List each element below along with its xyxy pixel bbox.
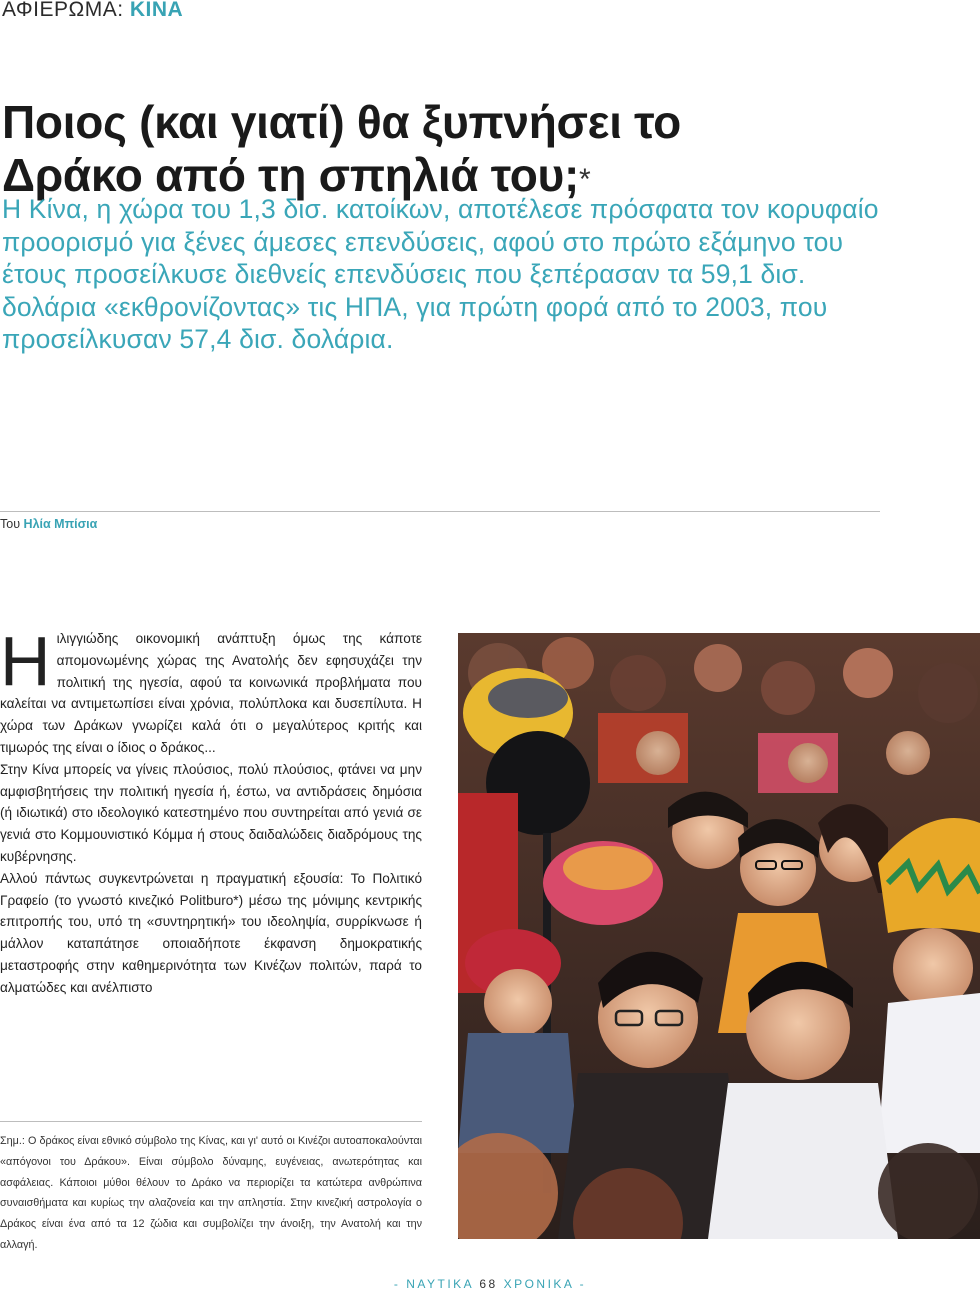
byline-author: Ηλία Μπίσια [23, 517, 98, 531]
section-main: ΑΦΙΕΡΩΜΑ: [2, 0, 124, 21]
body-paragraph-3: Αλλού πάντως συγκεντρώνεται η πραγματική εξουσία: Το Πολιτικό Γραφείο (το γνωστό κινεζικό Politburo*) μέσω της μόνιμης κεντρικής επιτροπής του, υπό τη «συντηρητική» του ιδεοληψία, συρρίκνωσε ή μάλλον καταπάτησε οποιαδήποτε έκφανση δημοκρατικής μεταστροφής στην καθημερινότητα των Κινέζων πολιτών, παρά το αλματώδες και ανέλπιστο [0, 870, 422, 995]
footnote: Σημ.: Ο δράκος είναι εθνικό σύμβολο της Κίνας, και γι' αυτό οι Κινέζοι αυτοαποκαλούνται «απόγονοι του Δράκου». Είναι σύμβολο δύναμης, ευγένειας, ανωτερότητας και ασφάλειας. Κάποιοι μύθοι θέλουν το Δράκο να περιορίζει τα κατώτερα ανθρώπινα συναισθήματα και κυρίως την αλαζονεία και την απληστία. Στην κινεζική αστρολογία ο Δράκος είναι ένα από τα 12 ζώδια και συμβολίζει την άνοιξη, την Ανατολή και την αλλαγή. [0, 1135, 422, 1251]
folio-right: ΧΡΟΝΙΚΑ - [503, 1277, 587, 1291]
byline [0, 517, 97, 531]
headline-line2: Δράκο από τη σπηλιά του; [2, 149, 580, 201]
section-label [2, 0, 183, 22]
byline-prefix: Του [0, 517, 21, 531]
body-paragraph-2: Στην Κίνα μπορείς να γίνεις πλούσιος, πολύ πλούσιος, φτάνει να μην αμφισβητήσεις την πολιτική ηγεσία ή, έστω, να αντιδράσεις δημόσια (ή ιδιωτικά) στο ιδεολογικό κατεστημένο που συντηρείται από γενιά σε γενιά στο Κομμουνιστικό Κόμμα ή στους δαιδαλώδεις διαδρόμους της κυβέρνησης. [0, 761, 422, 864]
body-paragraph-1: ιλιγγιώδης οικονομική ανάπτυξη όμως της κάποτε απομονωμένης χώρας της Ανατολής δεν εφησυχάζει την πολιτική της ηγεσία, αφού τα κοινωνικά προβλήματα που καλείται να αντιμετωπίσει είναι χρόνια, πολύπλοκα και δυσεπίλυτα. Η χώρα των Δράκων γνωρίζει καλά ότι ο μεγαλύτερος κριτής και τιμωρός της είναι ο ίδιος ο δράκος... [0, 631, 422, 755]
footnote-divider [0, 1121, 422, 1122]
divider [0, 511, 880, 512]
headline-line1: Ποιος (και γιατί) θα ξυπνήσει το [2, 96, 681, 148]
section-sub: ΚΙΝΑ [129, 0, 184, 21]
crowd-photo [458, 633, 980, 1239]
page-footer [0, 1277, 980, 1291]
headline-asterisk: * [579, 163, 591, 196]
folio-left: - ΝΑΥΤΙΚΑ [393, 1277, 474, 1291]
drop-cap: Η [0, 622, 51, 700]
crowd-photo-illustration [458, 633, 980, 1239]
headline [2, 96, 902, 202]
page-number: 68 [479, 1277, 498, 1291]
article-body [0, 622, 422, 999]
lead-paragraph: Η Κίνα, η χώρα του 1,3 δισ. κατοίκων, αποτέλεσε πρόσφατα τον κορυφαίο προορισμό για ξένες άμεσες επενδύσεις, αφού στο πρώτο εξάμηνο του έτους προσείλκυσε διεθνείς επενδύσεις που ξεπέρασαν τα 59,1 δισ. δολάρια «εκθρονίζοντας» τις ΗΠΑ, για πρώτη φορά από το 2003, που προσείλκυσαν 57,4 δισ. δολάρια. [2, 194, 879, 354]
